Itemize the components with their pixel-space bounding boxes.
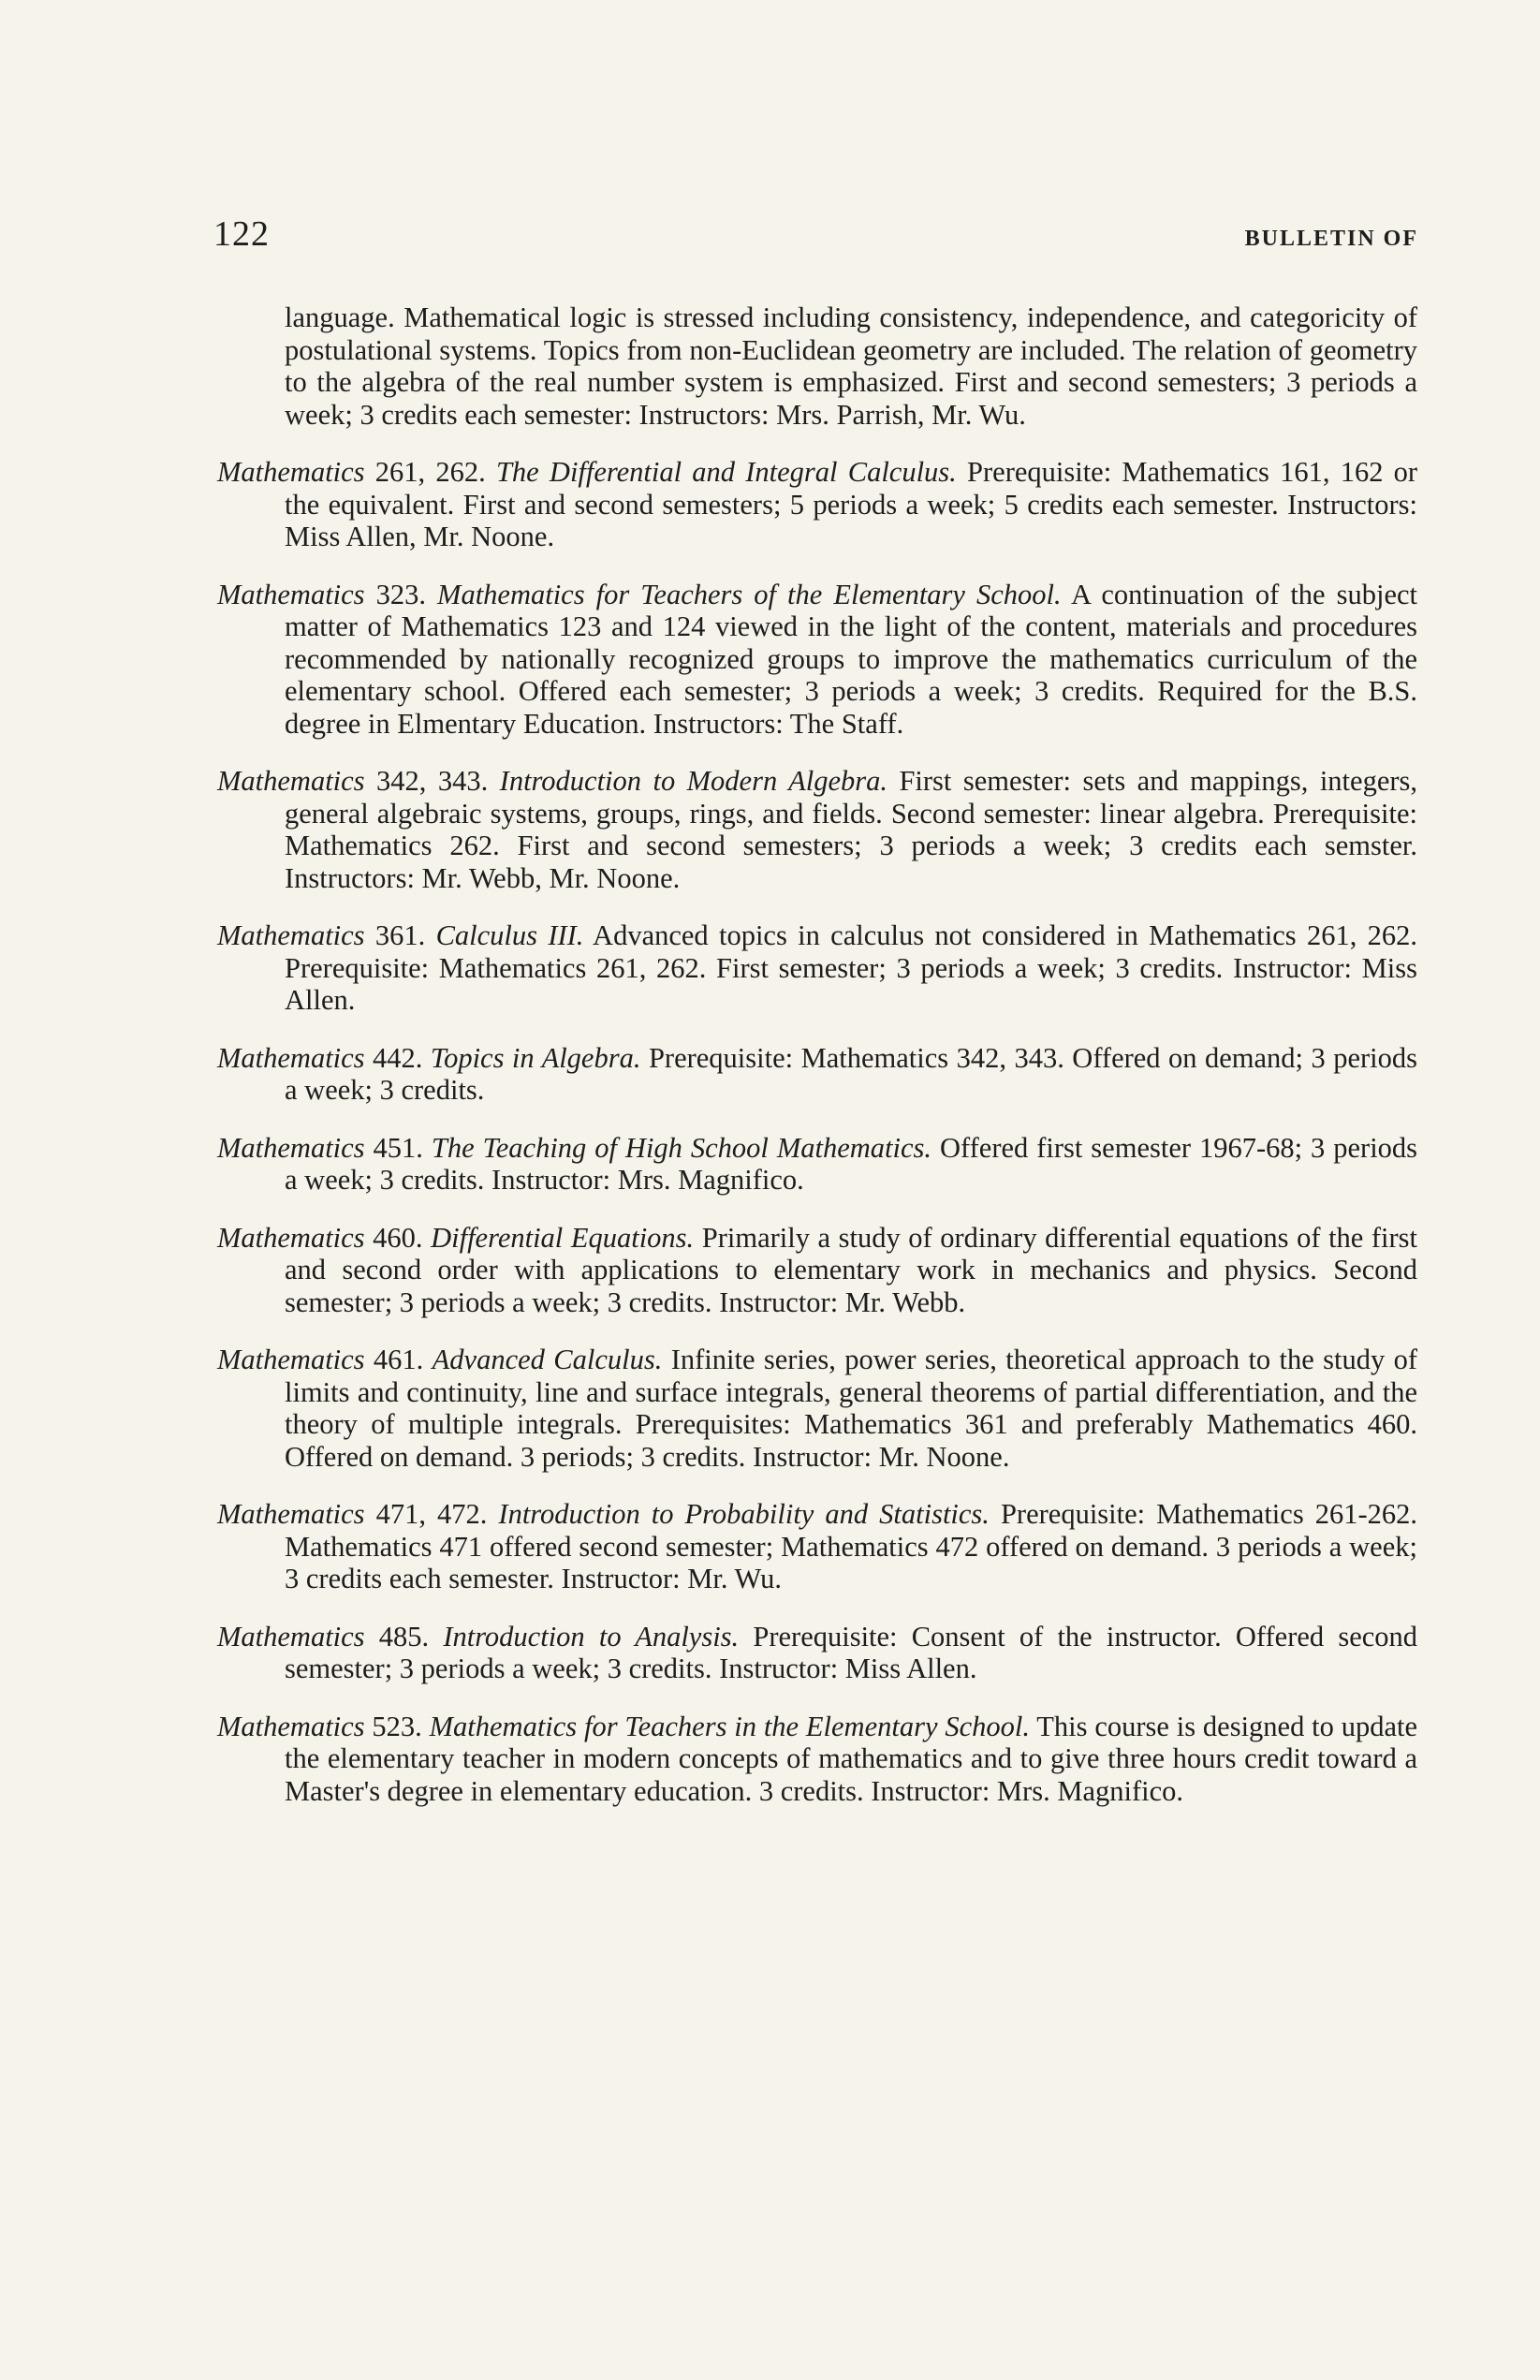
course-entry	[217, 579, 1417, 741]
course-number: 451.	[373, 1131, 423, 1164]
course-number: 261, 262.	[374, 456, 486, 488]
course-number: 342, 343.	[376, 765, 489, 797]
course-label: Mathematics	[217, 1221, 365, 1254]
course-number: 485.	[378, 1620, 430, 1653]
course-label: Mathematics	[217, 456, 365, 488]
continued-paragraph: language. Mathematical logic is stressed including consistency, independence, and categoricity of postulational systems. Topics from non-Euclidean geometry are included. The relation of geometry to the algebra of the real number system is emphasized. First and second semesters; 3 periods a week; 3 credits each semester: Instructors: Mrs. Parrish, Mr. Wu.	[285, 301, 1417, 431]
course-number: 461.	[373, 1344, 424, 1375]
course-description: Prerequisite: Mathematics 342, 343. Offered on demand; 3 periods a week; 3 credits.	[285, 1041, 1418, 1106]
course-entry	[217, 1132, 1417, 1197]
course-description: Prerequisite: Consent of the instructor. Offered second semester; 3 periods a week; 3 credits. Instructor: Miss Allen.	[285, 1620, 1418, 1684]
course-title: Introduction to Analysis.	[443, 1620, 740, 1653]
course-entry	[217, 1621, 1417, 1685]
course-label: Mathematics	[217, 1131, 365, 1164]
course-label: Mathematics	[217, 1620, 365, 1653]
page-header	[213, 213, 1418, 270]
course-number: 323.	[375, 578, 426, 610]
course-label: Mathematics	[217, 578, 365, 610]
course-description: First semester: sets and mappings, integers, general algebraic systems, groups, rings, and fields. Second semester: linear algebra. Prerequisite: Mathematics 262. First and second semesters; 3 periods a week; 3 credits each semster. Instructors: Mr. Webb, Mr. Noone.	[285, 765, 1418, 894]
course-entry	[217, 1222, 1417, 1319]
course-number: 523.	[372, 1710, 422, 1742]
course-entry	[217, 1042, 1417, 1107]
course-entry	[217, 1711, 1417, 1808]
course-title: Introduction to Modern Algebra.	[499, 765, 887, 797]
course-description: Prerequisite: Mathematics 261-262. Mathematics 471 offered second semester; Mathematics 472 offered on demand. 3 periods a week; 3 credits each semester. Instructor: Mr. Wu.	[285, 1498, 1417, 1594]
course-description: A continuation of the subject matter of Mathematics 123 and 124 viewed in the light of the content, materials and procedures recommended by nationally recognized groups to improve the mathematics curriculum of the elementary school. Offered each semester; 3 periods a week; 3 credits. Required for the B.S. degree in Elmentary Education. Instructors: The Staff.	[285, 578, 1418, 740]
course-title: Mathematics for Teachers of the Elementary School.	[437, 578, 1062, 610]
course-entry	[217, 1344, 1417, 1473]
course-entry	[217, 456, 1417, 553]
course-number: 361.	[374, 919, 426, 951]
course-title: Mathematics for Teachers in the Elementary School.	[429, 1710, 1030, 1742]
course-title: Topics in Algebra.	[430, 1041, 641, 1074]
course-entry	[217, 1498, 1417, 1595]
page-number: 122	[213, 214, 270, 254]
course-number: 442.	[373, 1041, 423, 1074]
course-title: Introduction to Probability and Statistics.	[498, 1498, 990, 1530]
course-title: Calculus III.	[435, 919, 584, 951]
course-label: Mathematics	[217, 1344, 365, 1375]
course-title: The Differential and Integral Calculus.	[495, 456, 957, 488]
page-content	[217, 301, 1417, 1832]
course-label: Mathematics	[217, 1041, 365, 1074]
course-number: 471, 472.	[375, 1498, 488, 1530]
course-description: Prerequisite: Mathematics 161, 162 or the equivalent. First and second semesters; 5 periods a week; 5 credits each semester. Instructors: Miss Allen, Mr. Noone.	[285, 456, 1418, 552]
course-label: Mathematics	[217, 919, 365, 951]
course-description: This course is designed to update the elementary teacher in modern concepts of mathematics and to give three hours credit toward a Master's degree in elementary education. 3 credits. Instructor: Mrs. Magnifico.	[285, 1710, 1418, 1807]
course-title: Advanced Calculus.	[432, 1344, 663, 1375]
course-title: The Teaching of High School Mathematics.	[431, 1131, 932, 1164]
course-description: Offered first semester 1967-68; 3 periods a week; 3 credits. Instructor: Mrs. Magnifico.	[285, 1131, 1418, 1196]
course-label: Mathematics	[217, 765, 365, 797]
course-number: 460.	[373, 1221, 423, 1254]
course-description: Primarily a study of ordinary differential equations of the first and second order with applications to elementary work in mechanics and physics. Second semester; 3 periods a week; 3 credits. Instructor: Mr. Webb.	[285, 1221, 1418, 1318]
course-description: Infinite series, power series, theoretical approach to the study of limits and continuity, line and surface integrals, general theorems of partial differentiation, and the theory of multiple integrals. Prerequisites: Mathematics 361 and preferably Mathematics 460. Offered on demand. 3 periods; 3 credits. Instructor: Mr. Noone.	[285, 1344, 1418, 1473]
course-label: Mathematics	[217, 1498, 365, 1530]
course-label: Mathematics	[217, 1710, 365, 1742]
course-description: Advanced topics in calculus not considered in Mathematics 261, 262. Prerequisite: Mathematics 261, 262. First semester; 3 periods a week; 3 credits. Instructor: Miss Allen.	[285, 919, 1418, 1016]
running-head: BULLETIN OF	[1244, 227, 1418, 251]
course-entry	[217, 765, 1417, 894]
course-title: Differential Equations.	[431, 1221, 695, 1254]
course-entry	[217, 919, 1417, 1017]
